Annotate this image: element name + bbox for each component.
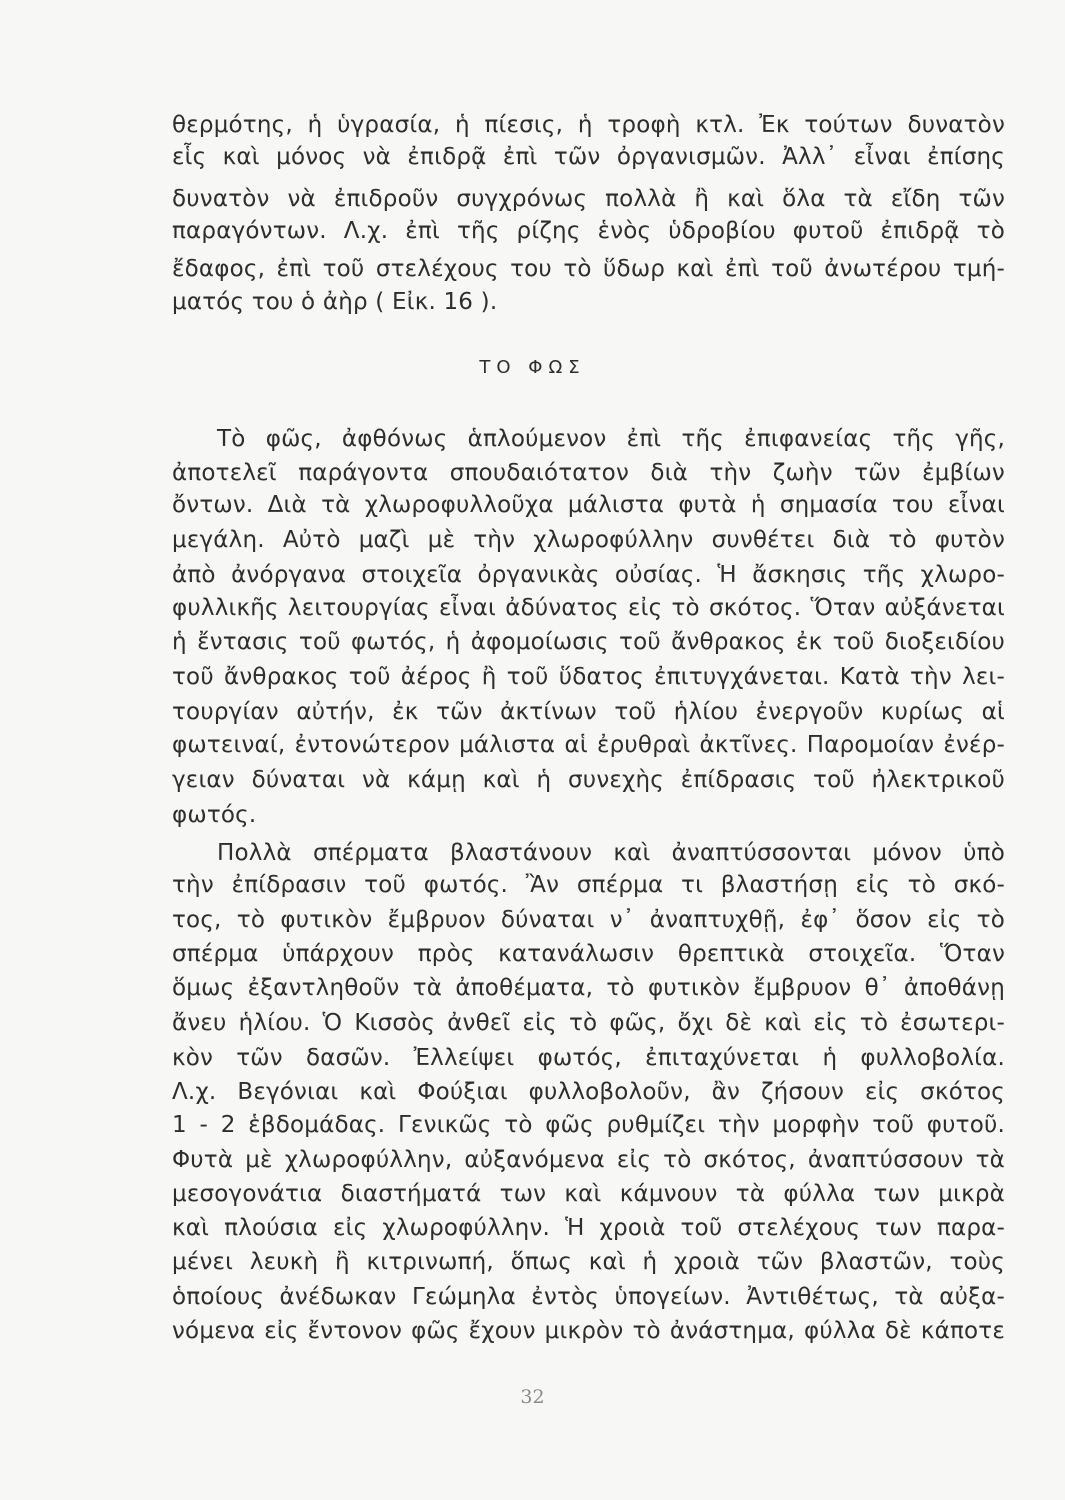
text-line: νόμενα εἰς ἔντονον φῶς ἔχουν μικρὸν τὸ ἀνάστημα, φύλλα δὲ κάποτε <box>172 1318 1005 1344</box>
section-heading: ΤΟ ΦΩΣ <box>479 357 586 378</box>
text-line: θερμότης, ἡ ὑγρασία, ἡ πίεσις, ἡ τροφὴ κτλ. Ἐκ τούτων δυνατὸν <box>172 112 1005 138</box>
text-line: φυλλικῆς λειτουργίας εἶναι ἀδύνατος εἰς τὸ σκότος. Ὅταν αὐξάνεται <box>172 595 1005 621</box>
text-line: ἀπὸ ἀνόργανα στοιχεῖα ὀργανικὰς οὐσίας. Ἡ ἄσκησις τῆς χλωρο- <box>172 562 1005 588</box>
text-line: ὁποίους ἀνέδωκαν Γεώμηλα ἐντὸς ὑπογείων. Ἀντιθέτως, τὰ αὐξα- <box>172 1284 1005 1310</box>
text-line: τὴν ἐπίδρασιν τοῦ φωτός. Ἂν σπέρμα τι βλαστήσῃ εἰς τὸ σκό- <box>172 872 1005 898</box>
text-line: ἀποτελεῖ παράγοντα σπουδαιότατον διὰ τὴν ζωὴν τῶν ἐμβίων <box>172 460 1005 486</box>
text-line: φωτειναί, ἐντονώτερον μάλιστα αἱ ἐρυθραὶ ἀκτῖνες. Παρομοίαν ἐνέρ- <box>172 732 1005 758</box>
text-line: σπέρμα ὑπάρχουν πρὸς κατανάλωσιν θρεπτικὰ στοιχεῖα. Ὅταν <box>172 941 1005 967</box>
text-line: ὄντων. Διὰ τὰ χλωροφυλλοῦχα μάλιστα φυτὰ ἡ σημασία του εἶναι <box>172 492 1005 518</box>
text-line: Φυτὰ μὲ χλωροφύλλην, αὐξανόμενα εἰς τὸ σκότος, ἀναπτύσσουν τὰ <box>172 1147 1005 1173</box>
text-line: εἷς καὶ μόνος νὰ ἐπιδρᾷ ἐπὶ τῶν ὀργανισμῶν. Ἀλλ᾽ εἶναι ἐπίσης <box>172 144 1005 170</box>
text-line: ἄνευ ἡλίου. Ὁ Κισσὸς ἀνθεῖ εἰς τὸ φῶς, ὄχι δὲ καὶ εἰς τὸ ἐσωτερι- <box>172 1010 1005 1036</box>
text-line: μένει λευκὴ ἢ κιτρινωπή, ὅπως καὶ ἡ χροιὰ τῶν βλαστῶν, τοὺς <box>172 1249 1005 1275</box>
text-line: καὶ πλούσια εἰς χλωροφύλλην. Ἡ χροιὰ τοῦ στελέχους των παρα- <box>172 1215 1005 1241</box>
text-line: μεγάλη. Αὐτὸ μαζὶ μὲ τὴν χλωροφύλλην συνθέτει διὰ τὸ φυτὸν <box>172 527 1005 553</box>
text-line: Τὸ φῶς, ἀφθόνως ἁπλούμενον ἐπὶ τῆς ἐπιφανείας τῆς γῆς, <box>217 426 1005 452</box>
text-line: τος, τὸ φυτικὸν ἔμβρυον δύναται ν᾽ ἀναπτυχθῇ, ἐφ᾽ ὅσον εἰς τὸ <box>172 907 1005 933</box>
text-line: δυνατὸν νὰ ἐπιδροῦν συγχρόνως πολλὰ ἢ καὶ ὅλα τὰ εἴδη τῶν <box>172 186 1005 212</box>
text-line: ὅμως ἐξαντληθοῦν τὰ ἀποθέματα, τὸ φυτικὸν ἔμβρυον θ᾽ ἀποθάνῃ <box>172 975 1005 1001</box>
text-line: ἔδαφος, ἐπὶ τοῦ στελέχους του τὸ ὕδωρ καὶ ἐπὶ τοῦ ἀνωτέρου τμή- <box>172 256 1005 282</box>
text-line: παραγόντων. Λ.χ. ἐπὶ τῆς ρίζης ἑνὸς ὑδροβίου φυτοῦ ἐπιδρᾷ τὸ <box>172 218 1005 244</box>
page-number: 32 <box>520 1386 545 1408</box>
text-line: τοῦ ἄνθρακος τοῦ ἀέρος ἢ τοῦ ὕδατος ἐπιτυγχάνεται. Κατὰ τὴν λει- <box>172 664 1005 690</box>
text-line: φωτός. <box>172 802 257 828</box>
text-line: γειαν δύναται νὰ κάμῃ καὶ ἡ συνεχὴς ἐπίδρασις τοῦ ἠλεκτρικοῦ <box>172 767 1005 793</box>
text-line: Λ.χ. Βεγόνιαι καὶ Φούξιαι φυλλοβολοῦν, ἂν ζήσουν εἰς σκότος <box>172 1079 1005 1105</box>
text-line: ματός του ὁ ἀὴρ ( Εἰκ. 16 ). <box>172 289 498 315</box>
text-line: 1 - 2 ἑβδομάδας. Γενικῶς τὸ φῶς ρυθμίζει τὴν μορφὴν τοῦ φυτοῦ. <box>172 1112 1005 1138</box>
text-line: ἡ ἔντασις τοῦ φωτός, ἡ ἀφομοίωσις τοῦ ἄνθρακος ἐκ τοῦ διοξειδίου <box>172 629 1005 655</box>
text-line: κὸν τῶν δασῶν. Ἐλλείψει φωτός, ἐπιταχύνεται ἡ φυλλοβολία. <box>172 1045 1005 1071</box>
text-line: τουργίαν αὐτήν, ἐκ τῶν ἀκτίνων τοῦ ἡλίου ἐνεργοῦν κυρίως αἱ <box>172 699 1005 725</box>
text-line: Πολλὰ σπέρματα βλαστάνουν καὶ ἀναπτύσσονται μόνον ὑπὸ <box>217 840 1005 866</box>
text-line: μεσογονάτια διαστήματά των καὶ κάμνουν τὰ φύλλα των μικρὰ <box>172 1181 1005 1207</box>
